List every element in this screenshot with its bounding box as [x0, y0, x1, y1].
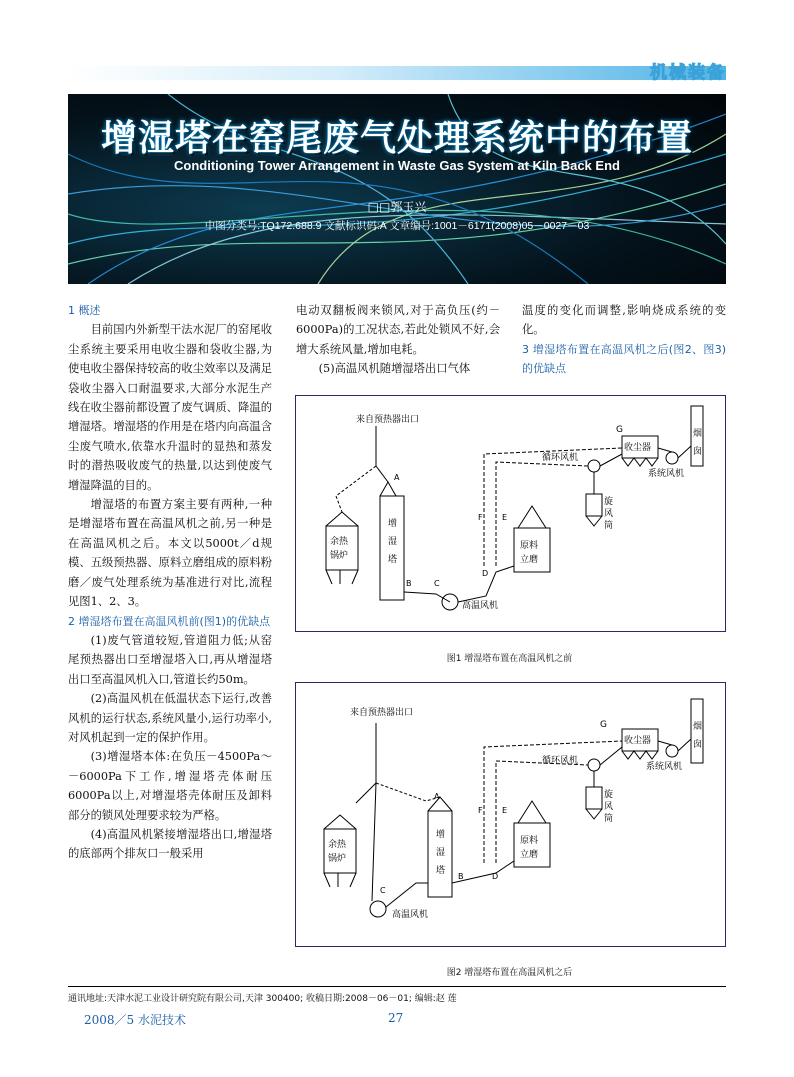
svg-text:B: B	[406, 579, 412, 588]
svg-text:循环风机: 循环风机	[542, 756, 579, 766]
svg-text:循环风机: 循环风机	[542, 453, 579, 463]
svg-text:塔: 塔	[388, 555, 398, 565]
paragraph: (4)高温风机紧接增湿塔出口,增湿塔的底部两个排灰口一般采用	[68, 827, 272, 861]
figure-1-caption: 图1 增湿塔布置在高温风机之前	[446, 654, 573, 664]
article-title: 增湿塔在窑尾废气处理系统中的布置	[100, 118, 693, 159]
figure-2-caption: 图2 增湿塔布置在高温风机之后	[446, 968, 573, 978]
paragraph: (1)废气管道较短,管道阻力低;从窑尾预热器出口至增湿塔入口,再从增湿塔出口至高温风机入口,管道长约50m。	[68, 633, 272, 686]
svg-text:囱: 囱	[693, 740, 703, 750]
svg-text:C: C	[434, 579, 440, 588]
figure-2-flow-diagram	[296, 683, 725, 946]
svg-text:风: 风	[604, 509, 614, 519]
svg-text:余热: 余热	[330, 537, 349, 547]
svg-text:来自预热器出口: 来自预热器出口	[350, 708, 414, 718]
svg-text:G: G	[600, 720, 607, 730]
svg-text:E: E	[502, 806, 508, 815]
svg-text:筒: 筒	[604, 814, 614, 824]
footnote: 通讯地址:天津水泥工业设计研究院有限公司,天津 300400; 收稿日期:2008－06－01; 编辑:赵 莲	[68, 994, 457, 1004]
paragraph: (3)增湿塔本体:在负压－4500Pa～－6000Pa下工作,增湿塔壳体耐压6000Pa以上,对增湿塔壳体耐压及卸料部分的锁风处理要求较为严格。	[68, 750, 272, 822]
svg-text:系统风机: 系统风机	[646, 762, 683, 772]
svg-text:B: B	[458, 872, 464, 881]
svg-text:锅炉: 锅炉	[330, 551, 349, 561]
svg-text:旋: 旋	[604, 497, 614, 507]
svg-text:增: 增	[388, 519, 398, 529]
svg-text:原料: 原料	[520, 541, 539, 551]
svg-text:余热: 余热	[328, 840, 347, 850]
paragraph: 增湿塔的布置方案主要有两种,一种是增湿塔布置在高温风机之前,另一种是在高温风机之后。本文以5000t／d规模、五级预热器、原料立磨组成的原料粉磨／废气处理系统为基准进行对比,流程见图1、2、3。	[68, 498, 272, 609]
svg-text:收尘器: 收尘器	[624, 443, 652, 453]
svg-text:增: 增	[436, 830, 446, 840]
article-title-english: Conditioning Tower Arrangement in Waste Gas System at Kiln Back End	[174, 158, 620, 173]
author: □□郭玉兴	[367, 200, 427, 214]
svg-text:塔: 塔	[436, 866, 446, 876]
svg-text:立磨: 立磨	[520, 555, 539, 565]
svg-text:湿: 湿	[388, 537, 398, 547]
svg-text:A: A	[394, 473, 400, 482]
svg-text:烟: 烟	[693, 429, 703, 439]
svg-text:A: A	[434, 792, 440, 801]
page-number: 27	[388, 1011, 404, 1025]
svg-text:系统风机: 系统风机	[648, 469, 685, 479]
paragraph: 温度的变化而调整,影响烧成系统的变化。	[522, 304, 726, 337]
paragraph: 电动双翻板阀来锁风,对于高负压(约－6000Pa)的工况状态,若此处锁风不好,会增大系统风量,增加电耗。	[296, 304, 500, 356]
svg-text:F: F	[478, 513, 483, 522]
column-label: 机械装备	[650, 63, 726, 83]
svg-text:高温风机: 高温风机	[392, 910, 429, 920]
section-heading-2: 2 增湿塔布置在高温风机前(图1)的优缺点	[68, 614, 271, 628]
text-column-2	[296, 301, 500, 379]
svg-text:风: 风	[604, 802, 614, 812]
svg-text:筒: 筒	[604, 521, 614, 531]
figure-2	[295, 682, 726, 947]
svg-text:G: G	[616, 425, 623, 435]
svg-text:湿: 湿	[436, 848, 446, 858]
svg-text:原料: 原料	[520, 836, 539, 846]
svg-text:囱: 囱	[693, 447, 703, 457]
svg-text:收尘器: 收尘器	[624, 736, 652, 746]
classification-line: 中图分类号:TQ172.688.9 文献标识码:A 文章编号:1001－6171(2008)05－0027－03	[204, 220, 590, 232]
issue-label: 2008／5 水泥技术	[84, 1013, 186, 1027]
svg-text:旋: 旋	[604, 790, 614, 800]
svg-text:来自预热器出口: 来自预热器出口	[356, 415, 420, 425]
header-gradient-bar	[68, 66, 726, 80]
svg-text:锅炉: 锅炉	[328, 854, 347, 864]
paragraph: (5)高温风机随增湿塔出口气体	[318, 362, 471, 376]
svg-text:E: E	[502, 513, 508, 522]
svg-text:立磨: 立磨	[520, 850, 539, 860]
svg-text:F: F	[478, 806, 483, 815]
svg-text:烟: 烟	[693, 722, 703, 732]
title-banner	[68, 94, 726, 284]
svg-text:D: D	[492, 872, 499, 881]
text-column-3	[522, 301, 726, 379]
section-heading-1: 1 概述	[68, 304, 101, 317]
paragraph: (2)高温风机在低温状态下运行,改善风机的运行状态,系统风量小,运行功率小,对风机起到一定的保护作用。	[68, 692, 272, 744]
svg-text:高温风机: 高温风机	[462, 601, 499, 611]
section-heading-3: 3 增湿塔布置在高温风机之后(图2、图3)的优缺点	[522, 342, 726, 376]
footnote-divider	[68, 986, 726, 987]
figure-1-flow-diagram	[296, 396, 725, 631]
text-column-1	[68, 301, 272, 864]
svg-text:D: D	[482, 569, 489, 578]
paragraph: 目前国内外新型干法水泥厂的窑尾收尘系统主要采用电收尘器和袋收尘器,为使电收尘器保持较高的收尘效率以及满足袋收尘器入口耐温要求,大部分水泥生产线在收尘器前都设置了废气调质、降温的增湿塔。增湿塔的作用是在塔内向高温含尘废气喷水,依靠水升温时的显热和蒸发时的潜热吸收废气的热量,以达到使废气增湿降温的目的。	[68, 323, 272, 492]
figure-1	[295, 395, 726, 632]
svg-text:C: C	[380, 886, 386, 895]
